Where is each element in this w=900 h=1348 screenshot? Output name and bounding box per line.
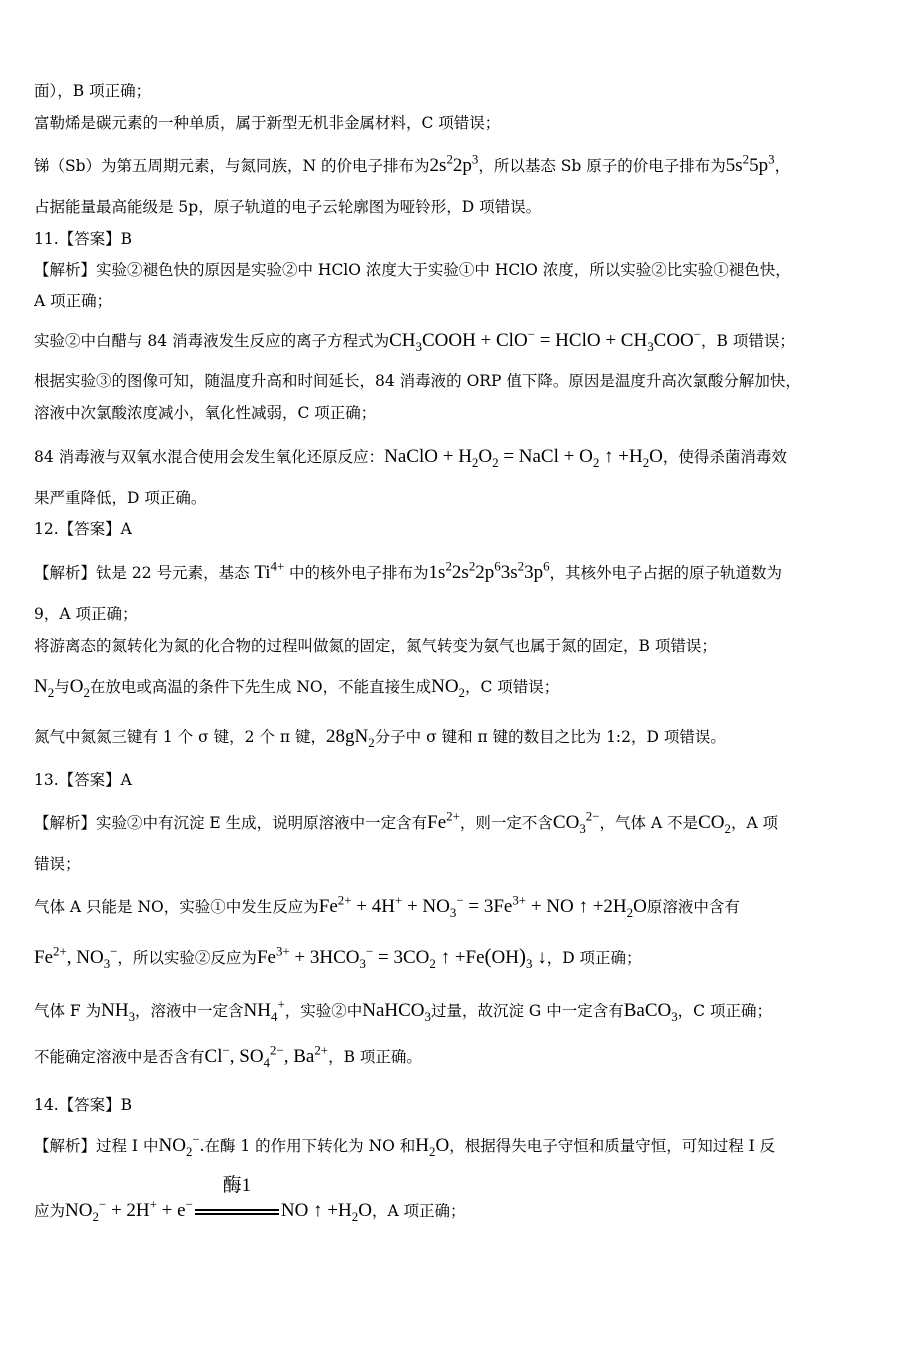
text-line: 错误； <box>34 855 81 873</box>
text-line: 应为$NO_2^- + 2H^+ + e^-$ 酶1 NO ↑ $+H_2O$，A 项正确； <box>34 1175 466 1224</box>
text-line: 气体 F 为$NH_3$，溶液中一定含$NH_4^+$，实验②中NaHCO$_3$过量，故沉淀 G 中一定含有BaCO$_3$，C 项正确； <box>34 996 772 1024</box>
text-line: A 项正确； <box>34 292 113 310</box>
text-line: 不能确定溶液中是否含有Cl−, $SO_4^{2-}$, $Ba^{2+}$，B 项正确。 <box>34 1042 422 1070</box>
text-line: 84 消毒液与双氧水混合使用会发生氧化还原反应：NaClO + $H_2O_2$ = NaCl + $O_2$ ↑ $+H_2O$，使得杀菌消毒效 <box>34 446 787 470</box>
text-line: 氮气中氮氮三键有 1 个 σ 键，2 个 π 键，$28gN_2$分子中 σ 键和 π 键的数目之比为 1:2，D 项错误。 <box>34 726 726 750</box>
text-line: 【解析】过程 I 中$NO_2^-$.在酶 1 的作用下转化为 NO 和$H_2O$，根据得失电子守恒和质量守恒，可知过程 I 反 <box>34 1131 776 1159</box>
answer-heading: 12.【答案】A <box>34 520 132 538</box>
text-line: 【解析】钛是 22 号元素，基态 $Ti^{4+}$ 中的核外电子排布为$1s^22s^22p^63s^23p^6$，其核外电子占据的原子轨道数为 <box>34 558 783 583</box>
text-line: 锑（Sb）为第五周期元素，与氮同族，N 的价电子排布为$2s^22p^3$，所以基态 Sb 原子的价电子排布为$5s^25p^3$， <box>34 151 791 176</box>
text-line: 实验②中白醋与 84 消毒液发生反应的离子方程式为$CH_3COOH + ClO^-$ = HClO + $CH_3COO^-$，B 项错误； <box>34 326 795 354</box>
text-line: 【解析】实验②中有沉淀 E 生成，说明原溶液中一定含有$Fe^{2+}$，则一定不含$CO_3^{2-}$，气体 A 不是$CO_2$，A 项 <box>34 808 779 836</box>
text-line: 气体 A 只能是 NO，实验①中发生反应为$Fe^{2+} + 4H^+ + NO_3^- = 3Fe^{3+}$ + NO ↑ $+2H_2O$原溶液中含有 <box>34 892 740 920</box>
answer-heading: 11.【答案】B <box>34 230 133 248</box>
answer-heading: 13.【答案】A <box>34 771 132 789</box>
text-line: 溶液中次氯酸浓度减小，氧化性减弱，C 项正确； <box>34 404 377 422</box>
text-line: 富勒烯是碳元素的一种单质，属于新型无机非金属材料，C 项错误； <box>34 114 501 132</box>
text-line: 根据实验③的图像可知，随温度升高和时间延长，84 消毒液的 ORP 值下降。原因是温度升高次氯酸分解加快， <box>34 372 801 390</box>
text-line: $Fe^{2+}$, $NO_3^-$，所以实验②反应为$Fe^{3+} + 3HCO_3^- = 3CO_2$ ↑ $+Fe(OH)_3$ ↓，D 项正确； <box>34 943 642 971</box>
text-line: 面），B 项正确； <box>34 82 152 100</box>
reaction-arrow-enzyme: 酶1 <box>195 1201 279 1223</box>
text-line: 9，A 项正确； <box>34 605 138 623</box>
text-line: 将游离态的氮转化为氮的化合物的过程叫做氮的固定，氮气转变为氨气也属于氮的固定，B 项错误； <box>34 637 717 655</box>
text-line: 果严重降低，D 项正确。 <box>34 489 207 507</box>
answer-heading: 14.【答案】B <box>34 1096 133 1114</box>
text-line: $N_2$与$O_2$在放电或高温的条件下先生成 NO，不能直接生成$NO_2$，C 项错误； <box>34 676 560 700</box>
text-line: 【解析】实验②褪色快的原因是实验②中 HClO 浓度大于实验①中 HClO 浓度，所以实验②比实验①褪色快， <box>34 261 791 279</box>
text-line: 占据能量最高能级是 5p，原子轨道的电子云轮廓图为哑铃形，D 项错误。 <box>34 198 542 216</box>
